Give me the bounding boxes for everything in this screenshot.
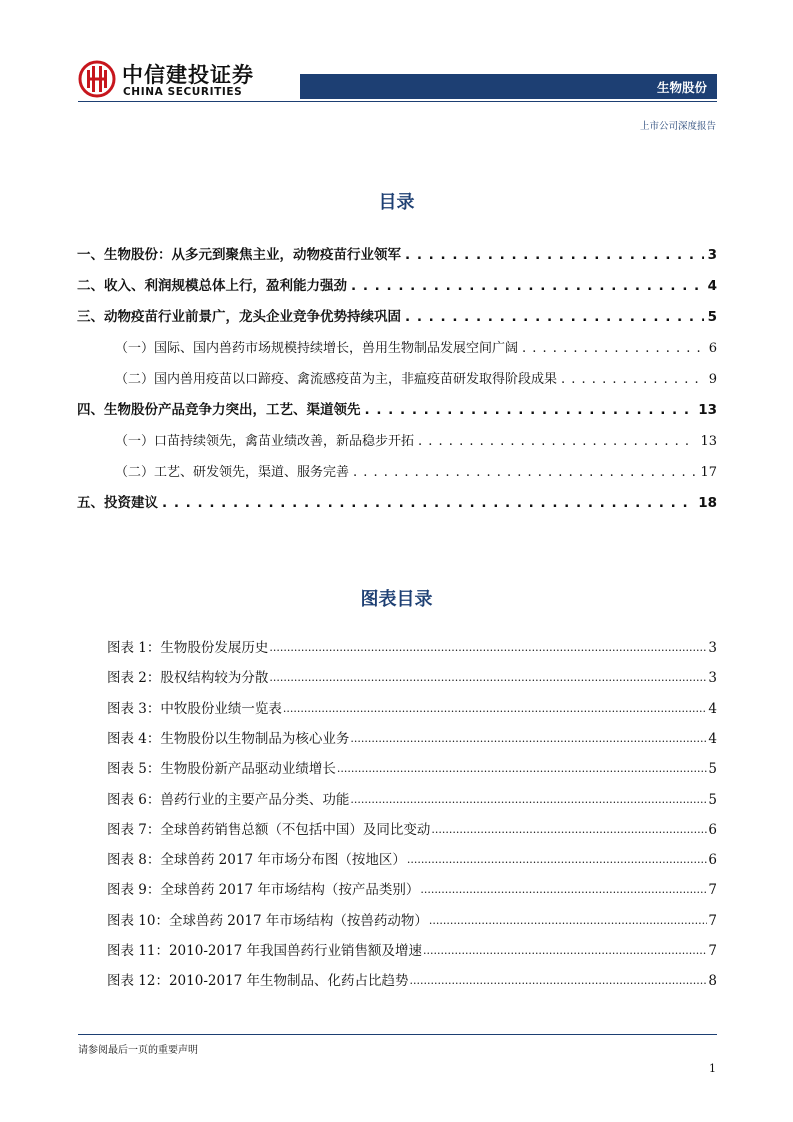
toc-leader-dots	[418, 434, 696, 449]
figure-entry-text: 图表 12：2010-2017 年生物制品、化药占比趋势	[107, 973, 409, 990]
figure-entry[interactable]	[107, 909, 717, 929]
toc-entry-page: 13	[700, 434, 717, 449]
toc-leader-dots	[365, 402, 695, 418]
figure-entry-page: 8	[708, 973, 717, 990]
figure-leader-dots	[423, 944, 707, 957]
figure-leader-dots	[407, 853, 708, 866]
disclaimer-note: 请参阅最后一页的重要声明	[78, 1045, 198, 1056]
figure-entry-page: 3	[708, 640, 717, 656]
toc-entry-text: （一）口苗持续领先，禽苗业绩改善，新品稳步开拓	[115, 434, 415, 449]
figure-entry-page: 5	[708, 761, 717, 778]
figure-entry-page: 4	[708, 700, 717, 717]
toc-entry-page: 17	[700, 465, 717, 480]
header-bar	[300, 74, 717, 99]
toc-leader-dots	[522, 341, 705, 356]
figure-entry[interactable]	[107, 788, 717, 808]
figure-entry-text: 图表 3：中牧股份业绩一览表	[107, 700, 282, 717]
figure-entry-text: 图表 11：2010-2017 年我国兽药行业销售额及增速	[107, 943, 423, 959]
figure-leader-dots	[429, 914, 707, 927]
toc-entry-text: （二）国内兽用疫苗以口蹄疫、禽流感疫苗为主，非瘟疫苗研发取得阶段成果	[115, 372, 558, 387]
report-type: 上市公司深度报告	[639, 121, 716, 132]
figure-entry[interactable]	[107, 878, 717, 898]
figure-entry[interactable]	[107, 636, 717, 656]
toc-entry[interactable]	[77, 303, 717, 325]
figure-leader-dots	[350, 732, 707, 745]
figure-entry-page: 3	[708, 670, 717, 687]
figure-entry[interactable]	[107, 666, 717, 686]
brand-logo	[78, 58, 258, 102]
toc-entry[interactable]	[77, 489, 717, 511]
figure-leader-dots	[337, 762, 708, 775]
footer-divider	[78, 1034, 717, 1035]
figure-list-title: 图表目录	[360, 589, 433, 610]
toc-leader-dots	[351, 278, 704, 294]
figure-entry-page: 4	[708, 730, 717, 747]
toc-entry-text: 三、动物疫苗行业前景广，龙头企业竞争优势持续巩固	[77, 309, 401, 325]
figure-entry-text: 图表 5：生物股份新产品驱动业绩增长	[107, 761, 336, 778]
toc-entry-text: 二、收入、利润规模总体上行，盈利能力强劲	[77, 278, 347, 294]
toc-entry[interactable]	[77, 396, 717, 418]
figure-leader-dots	[269, 641, 707, 654]
logo-chinese-name: 中信建投证券	[122, 63, 254, 87]
figure-entry-page: 6	[708, 852, 717, 869]
figure-leader-dots	[283, 702, 708, 715]
toc-entry-page: 13	[698, 402, 717, 418]
header-divider	[78, 101, 717, 102]
figure-entry-text: 图表 4：生物股份以生物制品为核心业务	[107, 730, 350, 747]
figure-entry-page: 7	[708, 943, 717, 959]
toc-title: 目录	[378, 192, 415, 213]
toc-entry-page: 6	[708, 341, 717, 356]
figure-entry[interactable]	[107, 939, 717, 959]
toc-leader-dots	[353, 465, 696, 480]
toc-entry[interactable]	[77, 272, 717, 294]
toc-entry-page: 18	[698, 495, 717, 511]
figure-entry-text: 图表 10：全球兽药 2017 年市场结构（按兽药动物）	[107, 912, 428, 929]
toc-entry[interactable]	[115, 427, 717, 449]
toc-entry-text: 一、生物股份：从多元到聚焦主业，动物疫苗行业领军	[77, 247, 401, 263]
figure-entry-page: 7	[708, 912, 717, 929]
figure-entry-text: 图表 9：全球兽药 2017 年市场结构（按产品类别）	[107, 882, 420, 899]
toc-entry-text: 四、生物股份产品竞争力突出，工艺、渠道领先	[77, 402, 361, 418]
figure-entry[interactable]	[107, 848, 717, 868]
toc-leader-dots	[405, 247, 704, 263]
toc-entry-page: 3	[707, 247, 717, 263]
figure-leader-dots	[420, 883, 707, 896]
figure-entry[interactable]	[107, 818, 717, 838]
figure-entry[interactable]	[107, 727, 717, 747]
toc-leader-dots	[405, 309, 704, 325]
company-tag: 生物股份	[656, 80, 707, 95]
figure-leader-dots	[431, 823, 707, 836]
figure-entry-text: 图表 8：全球兽药 2017 年市场分布图（按地区）	[107, 852, 406, 869]
toc-leader-dots	[162, 495, 694, 511]
figure-entry[interactable]	[107, 757, 717, 777]
toc-entry[interactable]	[115, 365, 717, 387]
figure-entry-text: 图表 6：兽药行业的主要产品分类、功能	[107, 791, 350, 808]
figure-entry-text: 图表 1：生物股份发展历史	[107, 640, 269, 656]
logo-english-name: CHINA SECURITIES	[123, 86, 243, 98]
figure-entry[interactable]	[107, 969, 717, 989]
toc-entry-text: （一）国际、国内兽药市场规模持续增长，兽用生物制品发展空间广阔	[115, 341, 519, 356]
figure-entry-page: 7	[708, 882, 717, 899]
page-number: 1	[709, 1062, 716, 1075]
toc-entry-text: （二）工艺、研发领先，渠道、服务完善	[115, 465, 350, 480]
toc-entry[interactable]	[77, 241, 717, 263]
figure-leader-dots	[410, 974, 708, 987]
figure-leader-dots	[269, 671, 707, 684]
figure-entry[interactable]	[107, 697, 717, 717]
toc-entry-page: 9	[708, 372, 717, 387]
toc-entry[interactable]	[115, 458, 717, 480]
figure-entry-text: 图表 7：全球兽药销售总额（不包括中国）及同比变动	[107, 821, 431, 838]
toc-entry[interactable]	[115, 334, 717, 356]
toc-leader-dots	[561, 372, 705, 387]
toc-entry-text: 五、投资建议	[77, 495, 158, 511]
figure-entry-page: 5	[708, 791, 717, 808]
figure-leader-dots	[350, 793, 707, 806]
citic-logo-icon	[78, 60, 116, 98]
toc-entry-page: 5	[707, 309, 717, 325]
figure-entry-page: 6	[708, 821, 717, 838]
figure-entry-text: 图表 2：股权结构较为分散	[107, 670, 269, 687]
toc-entry-page: 4	[707, 278, 717, 294]
